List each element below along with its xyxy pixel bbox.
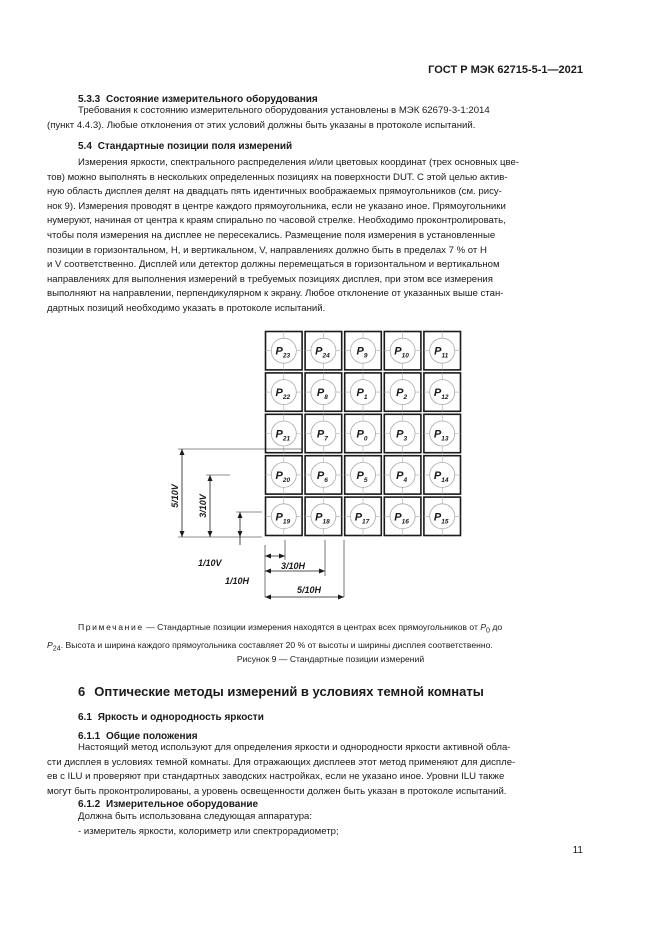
p-subscript: 20 <box>282 476 291 484</box>
p-symbol: P <box>275 511 283 524</box>
arrowhead <box>238 531 243 537</box>
p-subscript: 0 <box>363 435 368 443</box>
p-subscript: 10 <box>401 352 409 360</box>
arrowhead <box>338 595 344 600</box>
arrowhead <box>265 595 271 600</box>
text-line: нумеруют, начиная от центра к краям спирально по часовой стрелке. Необходимо проконтролировать, <box>47 215 506 227</box>
p-subscript: 18 <box>322 518 330 526</box>
arrowhead <box>279 554 285 559</box>
figure-caption: Рисунок 9 — Стандартные позиции измерений <box>236 654 425 664</box>
text-line: Настоящий метод используют для определения яркости и однородности яркости активной обла- <box>78 742 511 753</box>
heading-title: Измерительное оборудование <box>106 799 259 810</box>
heading-title: Стандартные позиции поля измерений <box>97 141 293 152</box>
grid-cell <box>345 497 382 535</box>
page-number: 11 <box>572 845 583 856</box>
p-subscript: 4 <box>403 476 408 484</box>
heading-6 <box>78 684 484 699</box>
arrowhead <box>265 569 271 574</box>
list-item: - измеритель яркости, колориметр или спектрорадиометр; <box>78 825 339 837</box>
p-subscript: 24 <box>52 644 61 653</box>
grid-cell <box>424 456 461 494</box>
p-symbol: P <box>396 469 404 482</box>
arrowhead <box>208 531 213 537</box>
p-symbol: P <box>47 639 53 650</box>
p-subscript: 19 <box>282 518 291 526</box>
text-line: дартных позиций необходимо указать в протоколе испытаний. <box>47 302 326 314</box>
grid-cell <box>384 456 421 494</box>
p-symbol: P <box>433 511 442 524</box>
p-symbol: P <box>356 469 364 482</box>
dim-label-1-10h: 1/10H <box>225 576 250 586</box>
p-subscript: 12 <box>441 394 449 402</box>
text-line: Требования к состоянию измерительного оборудования установлены в МЭК 62679-3-1:2014 <box>78 105 490 116</box>
text-line: Должна быть использована следующая аппаратура: <box>78 811 313 822</box>
dim-label-5-10v: 5/10V <box>170 484 180 508</box>
p-symbol: P <box>275 469 283 482</box>
p-symbol: P <box>396 387 404 400</box>
p-subscript: 8 <box>324 394 328 402</box>
p-symbol: P <box>433 469 442 482</box>
p-symbol: P <box>356 345 364 358</box>
grid-cell <box>424 332 461 370</box>
text-line: ную область дисплея делят на двадцать пять идентичных воображаемых прямоугольников (см. рису- <box>47 186 502 198</box>
p-subscript: 15 <box>441 518 449 526</box>
text-line: выполняют на направлении, перпендикулярном к экрану. Любое отклонение от указанных выше стан- <box>47 288 504 300</box>
p-symbol: P <box>433 428 442 441</box>
dim-label-5-10h: 5/10H <box>297 585 322 595</box>
text-line: Измерения яркости, спектрального распределения и/или цветовых координат (трех основных цве- <box>78 157 520 168</box>
p-subscript: 21 <box>282 435 291 443</box>
p-symbol: P <box>316 428 325 441</box>
p-subscript: 24 <box>322 352 330 360</box>
text-line: и V соответственно. Дисплей или детектор должны перемещаться в горизонтальном и вертикальном <box>47 259 500 271</box>
grid-cell <box>384 332 421 370</box>
grid-cell <box>266 497 303 535</box>
arrowhead <box>319 569 325 574</box>
note-text: — Стандартные позиции измерения находятся в центрах всех прямоугольников от <box>143 622 481 632</box>
heading-number: 6 <box>78 684 86 699</box>
grid-cell <box>266 414 303 452</box>
text-line: нок 9). Измерения проводят в центре каждого прямоугольника, если не указано иное. Прямоугольники <box>47 200 506 212</box>
heading-title: Общие положения <box>106 731 198 742</box>
arrowhead <box>180 449 185 455</box>
p-symbol: P <box>394 511 402 524</box>
note-text: . Высота и ширина каждого прямоугольника составляет 20 % от высоты и ширины дисплея соответственно. <box>60 639 493 650</box>
p-symbol: P <box>356 428 364 441</box>
dim-label-3-10h: 3/10H <box>281 561 306 571</box>
note-label: Примечание <box>78 622 144 632</box>
grid-cell <box>384 414 421 452</box>
text-line: чтобы поля измерения на дисплее не пересекались. Размещение поля измерения в установленные <box>47 229 496 241</box>
paragraph-6-1-1 <box>47 741 584 799</box>
p-subscript: 1 <box>363 394 368 402</box>
p-symbol: P <box>315 511 323 524</box>
p-symbol: P <box>275 428 283 441</box>
grid-cell <box>424 414 461 452</box>
text-line: (пункт 4.4.3). Любые отклонения от этих условий должны быть указаны в протоколе испытаний. <box>47 119 476 131</box>
p-symbol: P <box>316 469 325 482</box>
p-symbol: P <box>275 345 283 358</box>
grid-cell <box>424 373 461 411</box>
heading-6-1 <box>78 712 264 723</box>
p-symbol: P <box>396 428 404 441</box>
p-subscript: 9 <box>363 352 368 360</box>
p-subscript: 17 <box>362 518 370 526</box>
heading-number: 6.1.2 <box>78 799 101 810</box>
figure-note <box>47 620 584 655</box>
dim-label-3-10v: 3/10V <box>198 494 208 518</box>
heading-title: Яркость и однородность яркости <box>97 712 264 723</box>
p-symbol: P <box>315 345 323 358</box>
heading-title: Состояние измерительного оборудования <box>106 94 318 105</box>
heading-number: 6.1.1 <box>78 731 101 742</box>
measurement-grid <box>266 332 461 536</box>
grid-cell <box>305 497 342 535</box>
p-symbol: P <box>433 387 442 400</box>
p-symbol: P <box>316 387 325 400</box>
heading-number: 5.3.3 <box>78 94 101 105</box>
p-symbol: P <box>434 345 442 358</box>
p-subscript: 7 <box>324 435 328 443</box>
p-symbol: P <box>394 345 402 358</box>
text-line: сти дисплея в условиях темной комнаты. Для отражающих дисплеев этот метод применяют для диспле- <box>47 756 516 768</box>
text-line: ев с ILU и проверяют при стандартных заводских настройках, если не указано иное. Уровни ILU также <box>47 771 505 783</box>
heading-number: 6.1 <box>78 712 92 723</box>
grid-cell <box>266 456 303 494</box>
grid-cell <box>345 456 382 494</box>
paragraph-6-1-2 <box>47 810 584 839</box>
grid-cell <box>305 332 342 370</box>
grid-cell <box>266 373 303 411</box>
grid-cell <box>305 456 342 494</box>
p-subscript: 23 <box>282 352 291 360</box>
p-subscript: 13 <box>441 435 449 443</box>
p-subscript: 0 <box>486 626 491 635</box>
p-subscript: 6 <box>324 476 328 484</box>
grid-cell <box>305 373 342 411</box>
grid-cell <box>345 414 382 452</box>
grid-cell <box>305 414 342 452</box>
p-subscript: 2 <box>403 394 408 402</box>
text-line: тов) можно выполнять в нескольких определенных позициях на поверхности DUT. С этой целью актив- <box>47 171 508 183</box>
p-subscript: 5 <box>363 476 368 484</box>
heading-title: Оптические методы измерений в условиях темной комнаты <box>94 684 484 699</box>
note-text: до <box>490 622 503 632</box>
text-line: могут быть проконтролированы, а уровень освещенности должен быть указан в протоколе испытаний. <box>47 785 507 797</box>
grid-cell <box>266 332 303 370</box>
p-subscript: 14 <box>441 476 449 484</box>
grid-cell <box>345 332 382 370</box>
heading-6-1-2 <box>78 799 258 810</box>
dim-label-1-10v: 1/10V <box>198 558 222 568</box>
arrowhead <box>180 531 185 537</box>
document-header: ГОСТ Р МЭК 62715-5-1—2021 <box>428 64 583 76</box>
text-line: позиции в горизонтальном, H, и вертикальном, V, направлениях должно быть в пределах 7 % от H <box>47 244 487 256</box>
p-subscript: 11 <box>441 352 449 360</box>
p-subscript: 16 <box>401 518 409 526</box>
grid-cell <box>424 497 461 535</box>
p-symbol: P <box>354 511 363 524</box>
grid-cell <box>384 497 421 535</box>
p-symbol: P <box>356 387 364 400</box>
p-symbol: P <box>275 387 283 400</box>
heading-number: 5.4 <box>78 141 92 152</box>
arrowhead <box>265 554 271 559</box>
arrowhead <box>238 512 243 518</box>
p-subscript: 22 <box>282 394 291 402</box>
arrowhead <box>208 475 213 481</box>
grid-cell <box>345 373 382 411</box>
p-symbol: P <box>480 622 487 632</box>
text-line: направлениях для выполнения измерений в требуемых позициях дисплея, при этом все измерения <box>47 273 493 285</box>
grid-cell <box>384 373 421 411</box>
p-subscript: 3 <box>403 435 408 443</box>
